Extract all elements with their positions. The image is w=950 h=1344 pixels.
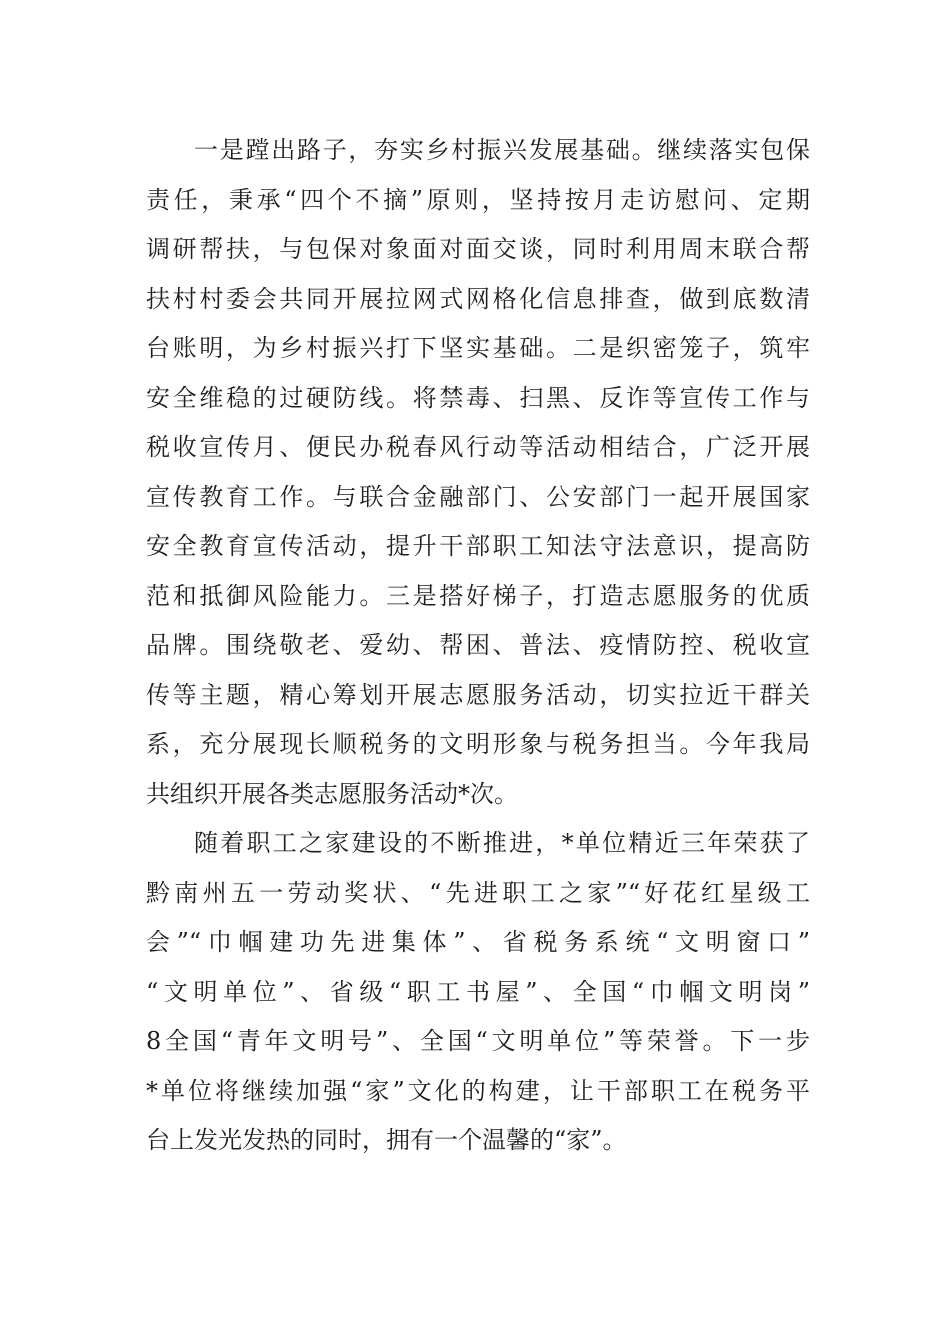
text-line: 随着职工之家建设的不断推进，*单位精近三年荣获了: [194, 829, 810, 857]
text-line: 税收宣传月、便民办税春风行动等活动相结合，广泛开展: [146, 433, 810, 461]
text-line: 宣传教育工作。与联合金融部门、公安部门一起开展国家: [146, 482, 810, 511]
paragraph-workers-home: [146, 819, 810, 1166]
text-line: 台账明，为乡村振兴打下坚实基础。二是织密笼子，筑牢: [146, 334, 810, 362]
text-line: 责任，秉承“四个不摘”原则，坚持按月走访慰问、定期: [146, 185, 810, 214]
document-body: [146, 126, 810, 1166]
text-line: 一是蹚出路子，夯实乡村振兴发展基础。继续落实包保: [194, 136, 810, 164]
text-line: 共组织开展各类志愿服务活动*次。: [146, 779, 518, 808]
paragraph-rural-revitalization: [146, 126, 810, 819]
text-line: “文明单位”、省级“职工书屋”、全国“巾帼文明岗”: [146, 977, 810, 1006]
text-line: 传等主题，精心筹划开展志愿服务活动，切实拉近干群关: [146, 680, 810, 709]
text-line: 扶村村委会共同开展拉网式网格化信息排查，做到底数清: [146, 284, 810, 313]
text-line: 系，充分展现长顺税务的文明形象与税务担当。今年我局: [146, 730, 810, 758]
text-line: 会”“巾帼建功先进集体”、省税务系统“文明窗口”: [146, 928, 810, 956]
text-line: 台上发光发热的同时，拥有一个温馨的“家”。: [146, 1126, 627, 1154]
text-line: 安全维稳的过硬防线。将禁毒、扫黑、反诈等宣传工作与: [146, 383, 810, 412]
text-line: *单位将继续加强“家”文化的构建，让干部职工在税务平: [146, 1076, 810, 1105]
text-line: 黔南州五一劳动奖状、“先进职工之家”“好花红星级工: [146, 878, 810, 907]
text-line: 安全教育宣传活动，提升干部职工知法守法意识，提高防: [146, 532, 810, 560]
text-line: 范和抵御风险能力。三是搭好梯子，打造志愿服务的优质: [146, 581, 810, 610]
text-line: 8全国“青年文明号”、全国“文明单位”等荣誉。下一步: [146, 1027, 810, 1055]
text-line: 调研帮扶，与包保对象面对面交谈，同时利用周末联合帮: [146, 235, 810, 263]
text-line: 品牌。围绕敬老、爱幼、帮困、普法、疫情防控、税收宣: [146, 631, 810, 659]
